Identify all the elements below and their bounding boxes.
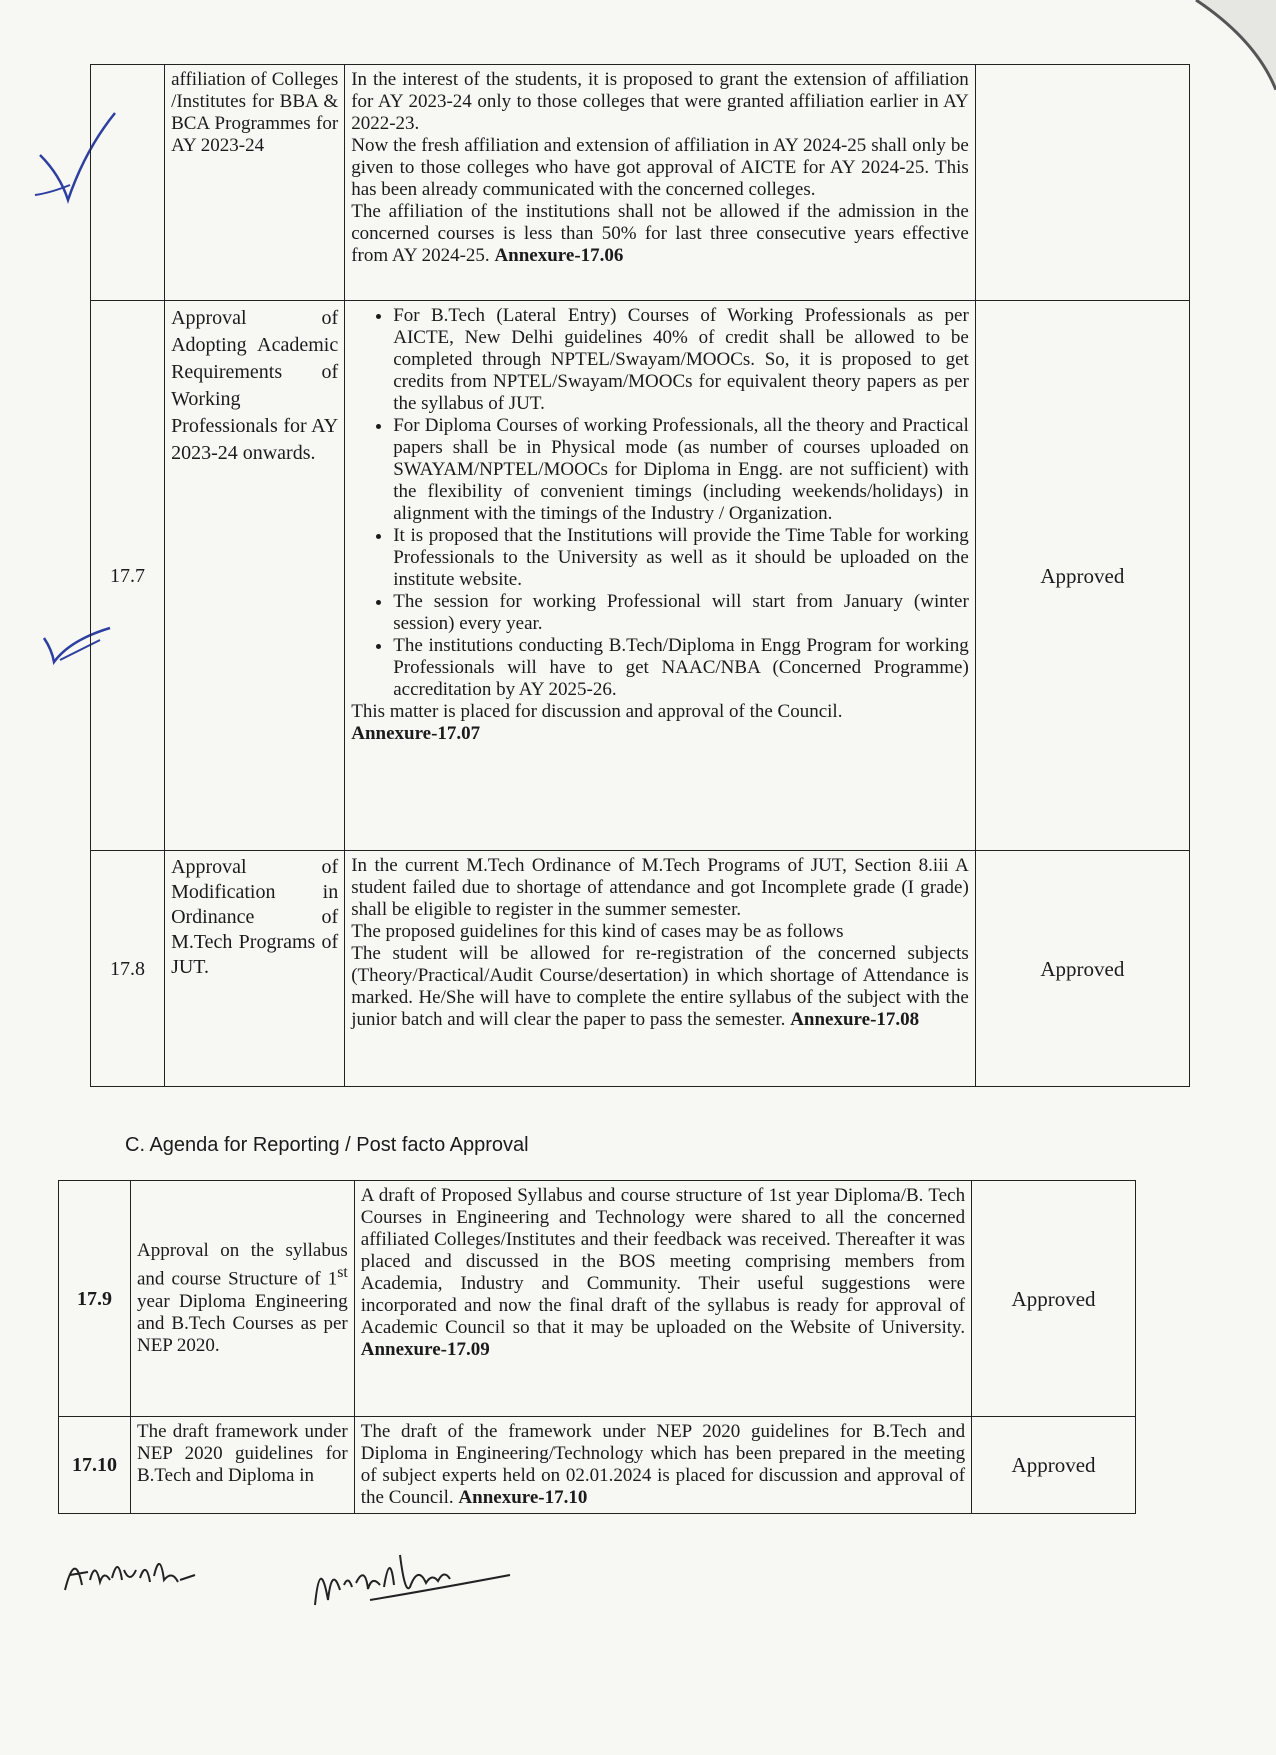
details-paragraph: The affiliation of the institutions shall not be allowed if the admission in the concerned courses is less than 50% for last three consecutive years effective from AY 2024-25. Annexure-17.06	[351, 201, 969, 266]
item-decision: Approved	[972, 1181, 1136, 1417]
table-row	[59, 1181, 1136, 1417]
annexure-ref: Annexure-17.08	[790, 1009, 920, 1030]
item-details	[345, 851, 976, 1087]
item-details	[345, 65, 976, 301]
list-item: • For Diploma Courses of working Professionals, all the theory and Practical papers shall be in Physical mode (as number of courses uploaded on SWAYAM/NPTEL/MOOCs for Diploma in Engg. are not sufficient) with the flexibility of convenient timings (including weekends/holidays) in alignment with the timings of the Industry / Organization.	[393, 415, 969, 525]
details-paragraph: This matter is placed for discussion and approval of the Council.	[351, 701, 843, 722]
details-paragraph: In the current M.Tech Ordinance of M.Tech Programs of JUT, Section 8.iii A student failed due to shortage of attendance and got Incomplete grade (I grade) shall be eligible to register in the summer semester.	[351, 855, 969, 920]
table-row	[91, 301, 1190, 851]
details-paragraph: The proposed guidelines for this kind of cases may be as follows	[351, 921, 844, 942]
item-subject: Approval of Modification in Ordinance of M.Tech Programs of JUT.	[165, 851, 345, 1087]
item-decision: Approved	[975, 851, 1189, 1087]
signature-akhilesh	[60, 1540, 200, 1600]
annexure-ref: Annexure-17.06	[494, 245, 624, 266]
item-decision: Approved	[972, 1417, 1136, 1514]
details-paragraph: Now the fresh affiliation and extension of affiliation in AY 2024-25 shall only be given to those colleges who have got approval of AICTE for AY 2024-25. This has been already communicated with the concerned colleges.	[351, 135, 969, 200]
table-row	[59, 1417, 1136, 1514]
item-number	[91, 65, 165, 301]
table-row	[91, 65, 1190, 301]
item-details	[354, 1181, 971, 1417]
annexure-ref: Annexure-17.07	[351, 723, 481, 744]
list-item: • It is proposed that the Institutions will provide the Time Table for working Professionals to the University as well as it should be uploaded on the institute website.	[393, 525, 969, 591]
item-details	[354, 1417, 971, 1514]
annexure-ref: Annexure-17.10	[458, 1487, 588, 1508]
details-paragraph: The student will be allowed for re-registration of the concerned subjects (Theory/Practical/Audit Course/desertation) in which shortage of Attendance is marked. He/She will have to complete the entire syllabus of the subject with the junior batch and will clear the paper to pass the semester. Annexure-17.08	[351, 943, 969, 1030]
item-number: 17.10	[59, 1417, 131, 1514]
item-subject: Approval of Adopting Academic Requirements of Working Professionals for AY 2023-24 onwards.	[165, 301, 345, 851]
item-decision: Approved	[975, 301, 1189, 851]
list-item: • For B.Tech (Lateral Entry) Courses of Working Professionals as per AICTE, New Delhi guidelines 40% of credit shall be allowed to be completed through NPTEL/Swayam/MOOCs. So, it is proposed to get credits from NPTEL/Swayam/MOOCs for equivalent theory papers as per the syllabus of JUT.	[393, 305, 969, 415]
agenda-table-bottom	[58, 1180, 1136, 1514]
list-item: • The session for working Professional will start from January (winter session) every year.	[393, 591, 969, 635]
table-row	[91, 851, 1190, 1087]
item-number: 17.8	[91, 851, 165, 1087]
item-subject: The draft framework under NEP 2020 guidelines for B.Tech and Diploma in	[130, 1417, 354, 1514]
item-decision	[975, 65, 1189, 301]
list-item: • The institutions conducting B.Tech/Diploma in Engg Program for working Professionals will have to get NAAC/NBA (Concerned Programme) accreditation by AY 2025-26.	[393, 635, 969, 701]
section-heading: C. Agenda for Reporting / Post facto Approval	[125, 1134, 529, 1156]
item-number: 17.7	[91, 301, 165, 851]
agenda-table-top	[90, 64, 1190, 1087]
details-paragraph: The draft of the framework under NEP 2020 guidelines for B.Tech and Diploma in Engineering/Technology which has been prepared in the meeting of subject experts held on 02.01.2024 is placed for discussion and approval of the Council. Annexure-17.10	[360, 1421, 966, 1508]
annexure-ref: Annexure-17.09	[360, 1339, 490, 1360]
item-subject: affiliation of Colleges /Institutes for BBA & BCA Programmes for AY 2023-24	[165, 65, 345, 301]
details-paragraph: In the interest of the students, it is proposed to grant the extension of affiliation for AY 2023-24 only to those colleges that were granted affiliation earlier in AY 2022-23.	[351, 69, 969, 134]
signature-nishat-kumar	[310, 1545, 520, 1615]
details-paragraph: A draft of Proposed Syllabus and course structure of 1st year Diploma/B. Tech Courses in Engineering and Technology were shared to all the concerned affiliated Colleges/Institutes and their feedback was received. Thereafter it was placed and discussed in the BOS meeting comprising members from Academia, Industry and Community. Their useful suggestions were incorporated and now the final draft of the syllabus is ready for approval of Academic Council so that it may be uploaded on the Website of University. Annexure-17.09	[360, 1185, 966, 1360]
item-number: 17.9	[59, 1181, 131, 1417]
item-subject: Approval on the syllabus and course Structure of 1st year Diploma Engineering and B.Tech Courses as per NEP 2020.	[130, 1181, 354, 1417]
item-details	[345, 301, 976, 851]
